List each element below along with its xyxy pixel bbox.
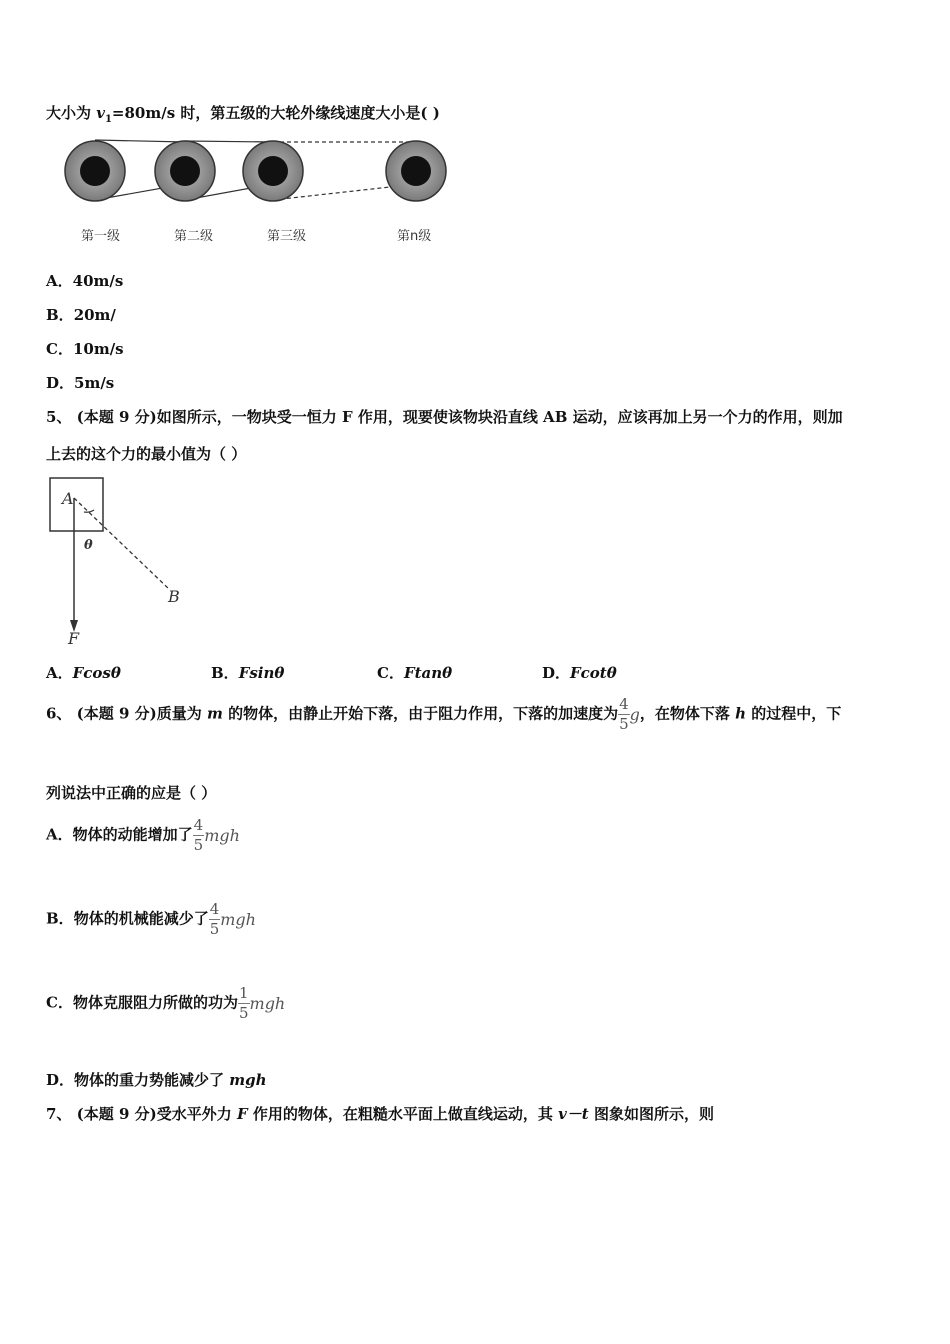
q6-stem-line2: 列说法中正确的应是（ ） [46, 784, 217, 802]
q6-option-b[interactable]: B．物体的机械能减少了 $\frac{4}{5}$ mgh [46, 900, 256, 938]
label-a: A [62, 489, 74, 508]
pulley-n [386, 141, 446, 201]
q5-option-d[interactable]: D．Fcotθ [542, 664, 617, 682]
label-f: F [68, 629, 80, 648]
q7-stem: 7、 (本题 9 分)受水平外力 F 作用的物体，在粗糙水平面上做直线运动，其 v－t 图象如图所示，则 [46, 1105, 714, 1123]
pulley-1 [65, 141, 125, 201]
q4-stem-var: v [96, 104, 105, 122]
q6-option-d[interactable]: D．物体的重力势能减少了 mgh [46, 1071, 267, 1089]
q6-option-a[interactable]: A．物体的动能增加了 $\frac{4}{5}$ mgh [46, 816, 240, 854]
pulley-label-3: 第三级 [267, 229, 307, 244]
pulley-2 [155, 141, 215, 201]
q6-stem-line1: 6、 (本题 9 分)质量为 m 的物体，由静止开始下落，由于阻力作用，下落的加速度为 $\frac{4}{5}$ g，在物体下落 h 的过程中，下 [46, 695, 842, 733]
label-theta: θ [84, 538, 93, 553]
accel-fraction: $\frac{4}{5}$ [619, 695, 629, 733]
q4-stem-sub: 1 [104, 114, 112, 125]
q4-stem: 大小为 $v_1=80m/s$ 时，第五级的大轮外缘线速度大小是( ) [46, 104, 440, 125]
q4-option-d[interactable]: D．5m/s [46, 374, 115, 392]
q5-option-a[interactable]: A．Fcosθ [46, 664, 121, 682]
q4-option-c[interactable]: C．10m/s [46, 340, 124, 358]
pulley-label-n: 第n级 [397, 229, 432, 244]
q5-option-b[interactable]: B．Fsinθ [211, 664, 285, 682]
q4-option-b[interactable]: B．20m/ [46, 306, 116, 324]
q6-option-c[interactable]: C．物体克服阻力所做的功为 $\frac{1}{5}$ mgh [46, 984, 286, 1022]
q4-option-a[interactable]: A．40m/s [46, 272, 124, 290]
pulley-3 [243, 141, 303, 201]
q5-option-c[interactable]: C．Ftanθ [377, 664, 453, 682]
pulley-label-1: 第一级 [81, 229, 121, 244]
label-b: B [168, 587, 180, 606]
belt-pulley-figure [55, 132, 455, 252]
q5-stem-line1: 5、 (本题 9 分)如图所示，一物块受一恒力 F 作用，现要使该物块沿直线 AB 运动，应该再加上另一个力的作用，则加 [46, 408, 843, 426]
force-diagram [44, 472, 204, 652]
pulley-label-2: 第二级 [174, 229, 214, 244]
q5-stem-line2: 上去的这个力的最小值为（ ） [46, 445, 247, 463]
